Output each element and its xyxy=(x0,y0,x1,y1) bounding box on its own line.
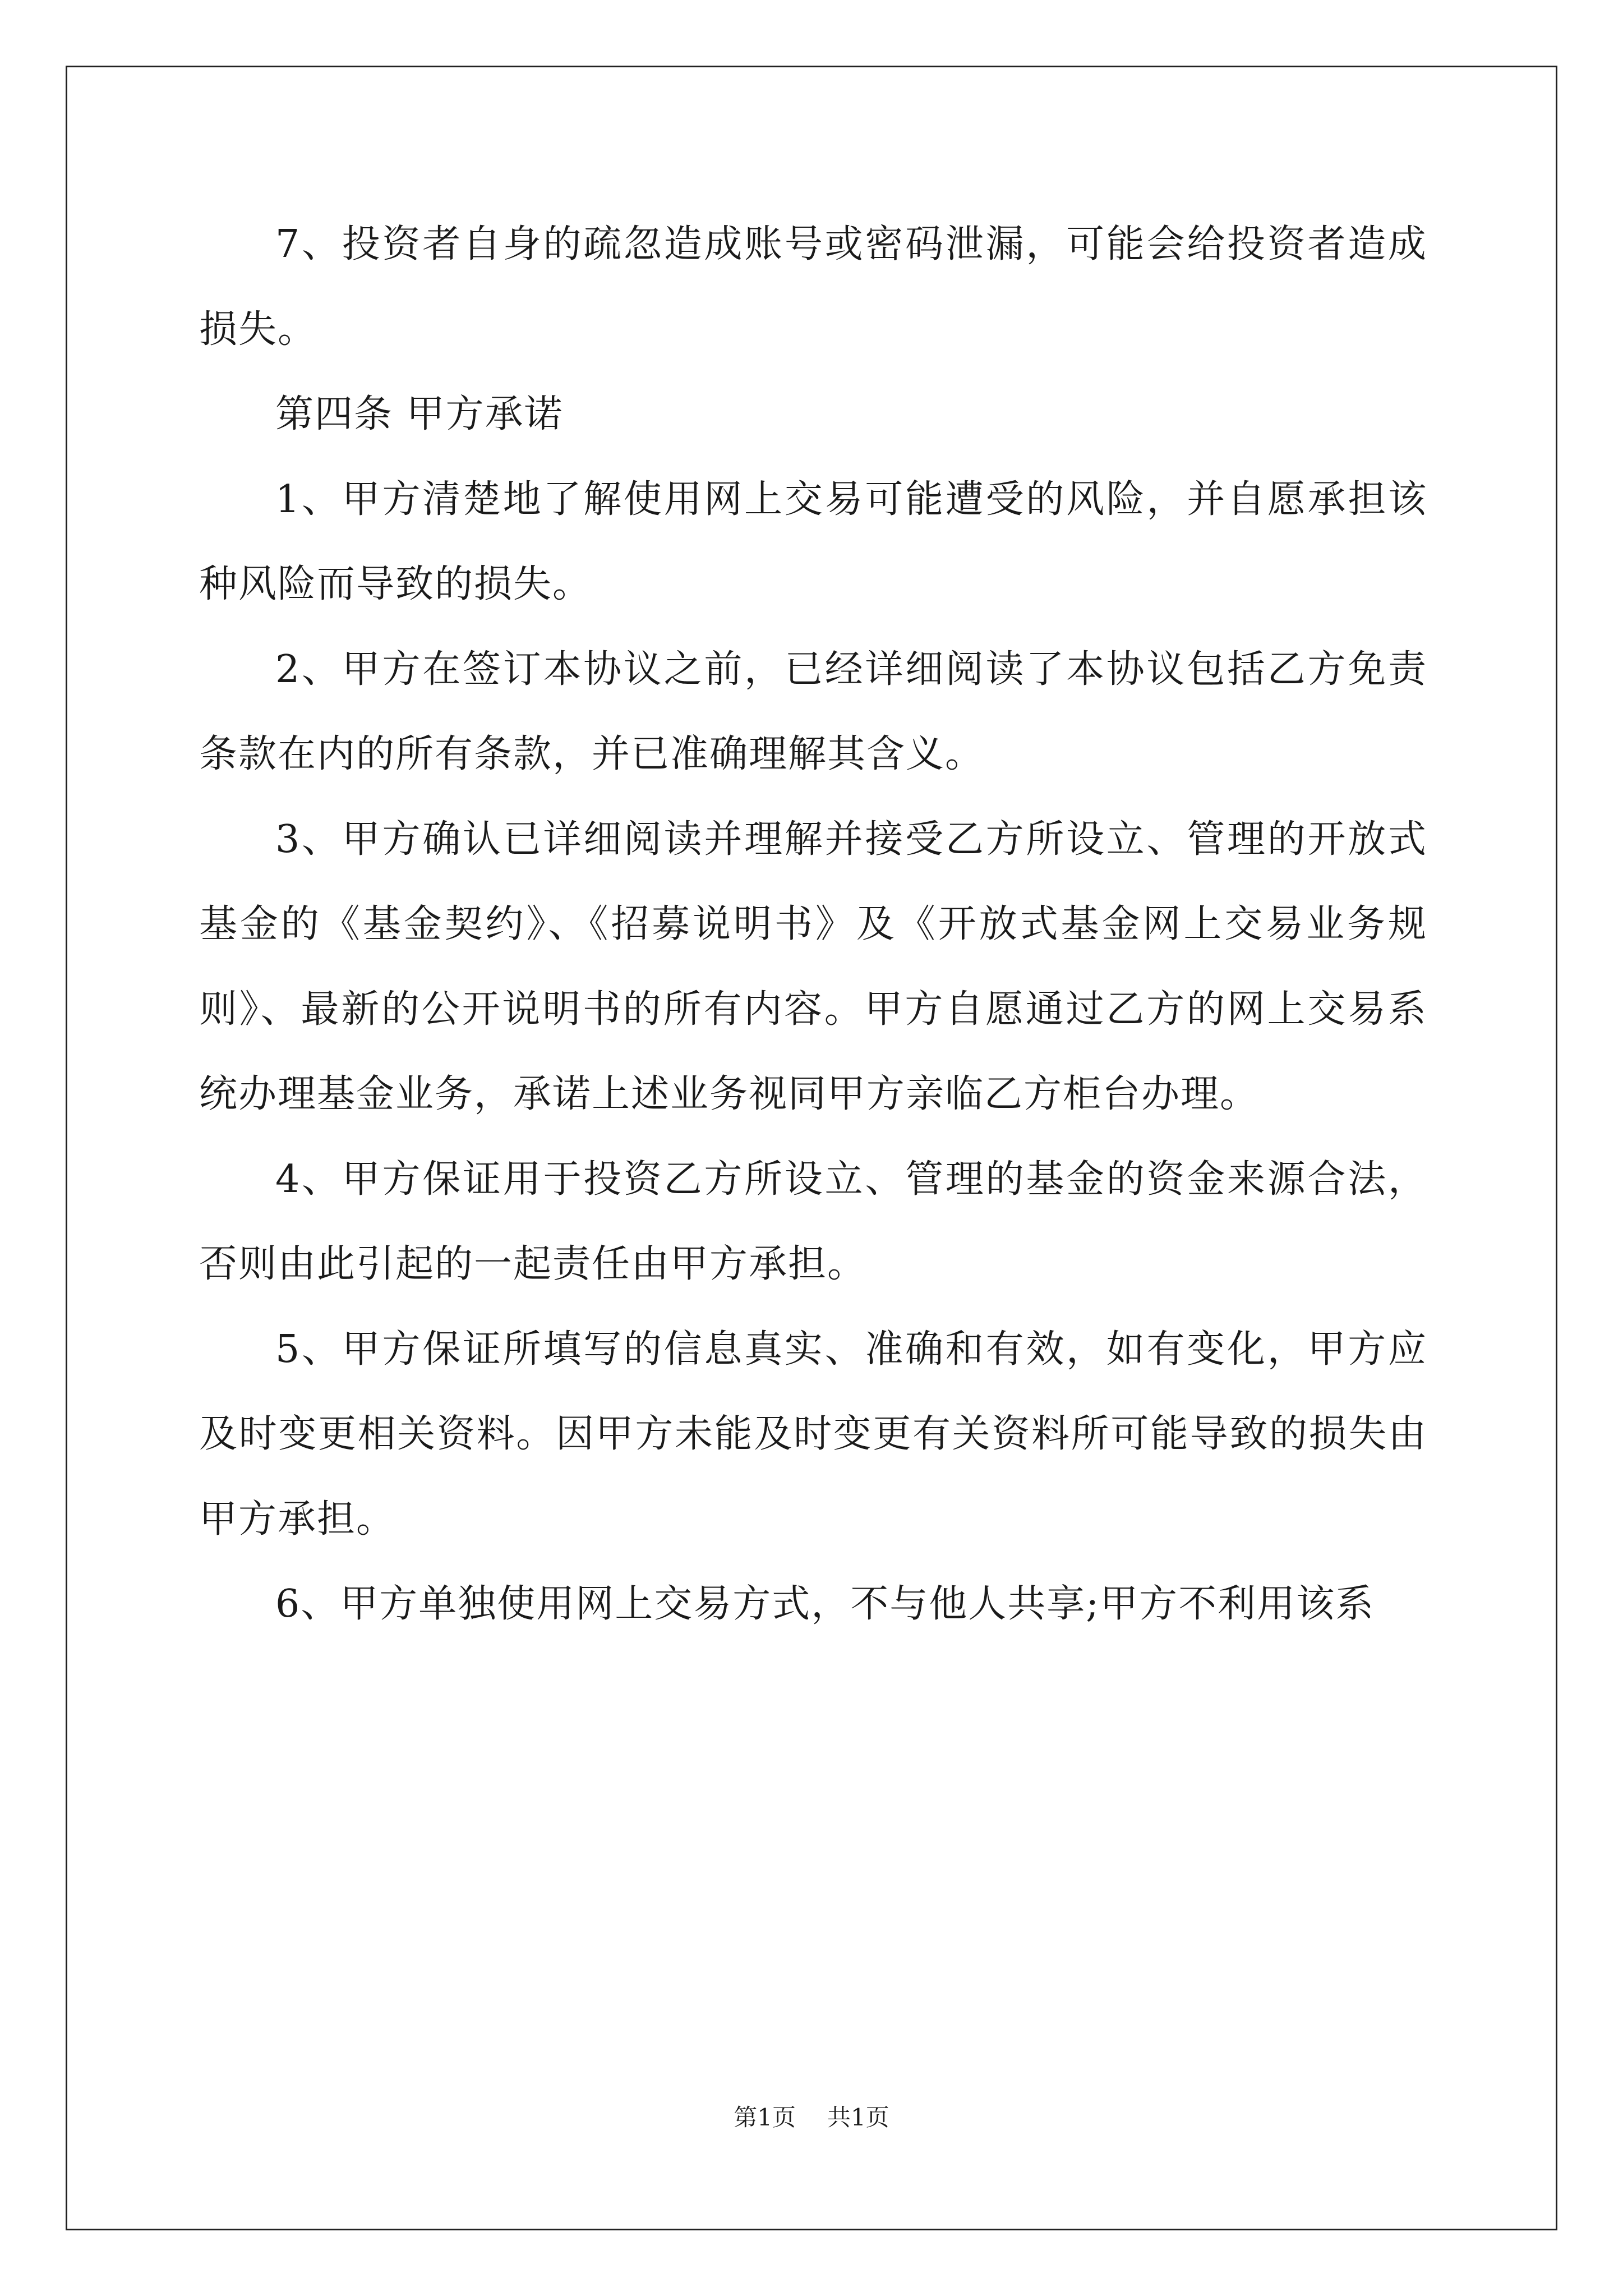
paragraph-item-5: 5、甲方保证所填写的信息真实、准确和有效，如有变化，甲方应及时变更相关资料。因甲方未能及时变更有关资料所可能导致的损失由甲方承担。 xyxy=(199,1327,1427,1542)
document-body xyxy=(199,202,1427,1647)
section-heading: 第四条 甲方承诺 xyxy=(275,392,564,436)
page-number-total: 共1页 xyxy=(827,2104,889,2131)
paragraph-item-2: 2、甲方在签订本协议之前，已经详细阅读了本协议包括乙方免责条款在内的所有条款，并已准确理解其含义。 xyxy=(199,647,1427,776)
page-number-current: 第1页 xyxy=(734,2104,796,2131)
paragraph-item-4: 4、甲方保证用于投资乙方所设立、管理的基金的资金来源合法，否则由此引起的一起责任由甲方承担。 xyxy=(199,1157,1427,1286)
page-footer xyxy=(0,2099,1623,2133)
paragraph-item-7: 7、投资者自身的疏忽造成账号或密码泄漏，可能会给投资者造成损失。 xyxy=(199,222,1427,352)
paragraph-item-1: 1、甲方清楚地了解使用网上交易可能遭受的风险，并自愿承担该种风险而导致的损失。 xyxy=(199,477,1427,606)
paragraph-item-6: 6、甲方单独使用网上交易方式，不与他人共享;甲方不利用该系 xyxy=(275,1582,1375,1626)
paragraph-item-3: 3、甲方确认已详细阅读并理解并接受乙方所设立、管理的开放式基金的《基金契约》、《招募说明书》及《开放式基金网上交易业务规则》、最新的公开说明书的所有内容。甲方自愿通过乙方的网上交易系统办理基金业务，承诺上述业务视同甲方亲临乙方柜台办理。 xyxy=(199,817,1427,1116)
